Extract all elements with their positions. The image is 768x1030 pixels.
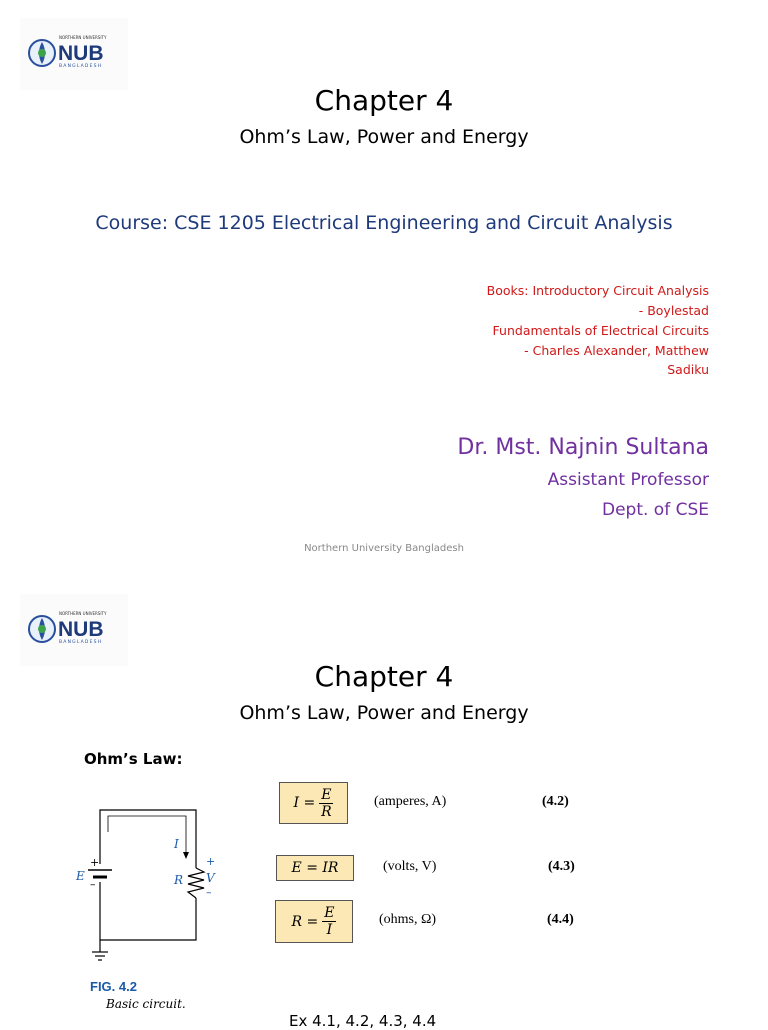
nub-logo	[20, 594, 128, 666]
resistor-label: R	[174, 873, 184, 887]
books-line: Books: Introductory Circuit Analysis	[486, 283, 709, 298]
equation-unit: (ohms, Ω)	[379, 912, 437, 927]
fraction-numerator: E	[324, 905, 335, 921]
figure-caption: Basic circuit.	[106, 997, 186, 1011]
logo-top-text: NORTHERN UNIVERSITY	[59, 35, 107, 40]
chapter-subtitle: Ohm’s Law, Power and Energy	[239, 702, 529, 724]
nub-logo	[20, 18, 128, 90]
author-name: Dr. Mst. Najnin Sultana	[457, 435, 709, 460]
chapter-subtitle: Ohm’s Law, Power and Energy	[239, 126, 529, 148]
battery-minus: –	[90, 878, 96, 891]
logo-text: NUB	[58, 618, 104, 641]
current-label: I	[174, 837, 179, 851]
equation-fraction	[319, 787, 333, 820]
logo-sub-text: BANGLADESH	[59, 64, 103, 69]
logo-top-text: NORTHERN UNIVERSITY	[59, 611, 107, 616]
author-dept: Dept. of CSE	[601, 500, 709, 520]
fraction-denominator: I	[326, 922, 333, 938]
ohms-law-slide	[0, 576, 768, 1030]
equation-number: (4.4)	[547, 912, 574, 927]
equation-lhs: R =	[291, 913, 319, 930]
source-label: E	[76, 869, 85, 883]
resistor-symbol	[188, 868, 204, 898]
nub-logo-icon	[28, 33, 120, 73]
chapter-title: Chapter 4	[314, 660, 454, 693]
logo-sub-text: BANGLADESH	[59, 640, 103, 645]
figure-label: FIG. 4.2	[90, 979, 137, 994]
nub-logo-icon	[28, 609, 120, 649]
books-line: - Boylestad	[638, 303, 709, 318]
course-title: Course: CSE 1205 Electrical Engineering and Circuit Analysis	[95, 212, 673, 234]
books-line: Fundamentals of Electrical Circuits	[492, 323, 709, 338]
equation-number: (4.3)	[548, 859, 575, 874]
battery-plus: +	[90, 856, 100, 869]
fraction-denominator: R	[321, 803, 332, 820]
basic-circuit-diagram	[68, 802, 228, 1026]
equation-current	[279, 782, 348, 824]
equation-voltage	[276, 855, 354, 881]
fraction-numerator: E	[321, 786, 332, 803]
example-list: Ex 4.1, 4.2, 4.3, 4.4	[289, 1012, 437, 1030]
books-list	[487, 281, 709, 378]
author-title: Assistant Professor	[547, 470, 709, 490]
voltage-plus: +	[206, 855, 216, 868]
equation-unit: (amperes, A)	[374, 794, 447, 809]
section-heading: Ohm’s Law:	[84, 750, 183, 768]
equation-text: E = IR	[291, 860, 339, 876]
slide-footer: Northern University Bangladesh	[304, 543, 464, 554]
equation-fraction	[322, 905, 336, 938]
voltage-minus: –	[206, 886, 212, 899]
logo-text: NUB	[58, 42, 104, 65]
books-line: - Charles Alexander, Matthew	[524, 343, 709, 358]
equation-unit: (volts, V)	[383, 859, 437, 874]
voltage-label: V	[206, 871, 215, 885]
equation-number: (4.2)	[542, 794, 569, 809]
equation-resistance	[275, 900, 353, 943]
books-line: Sadiku	[667, 362, 709, 377]
chapter-title: Chapter 4	[314, 84, 454, 117]
equation-lhs: I =	[293, 795, 316, 811]
